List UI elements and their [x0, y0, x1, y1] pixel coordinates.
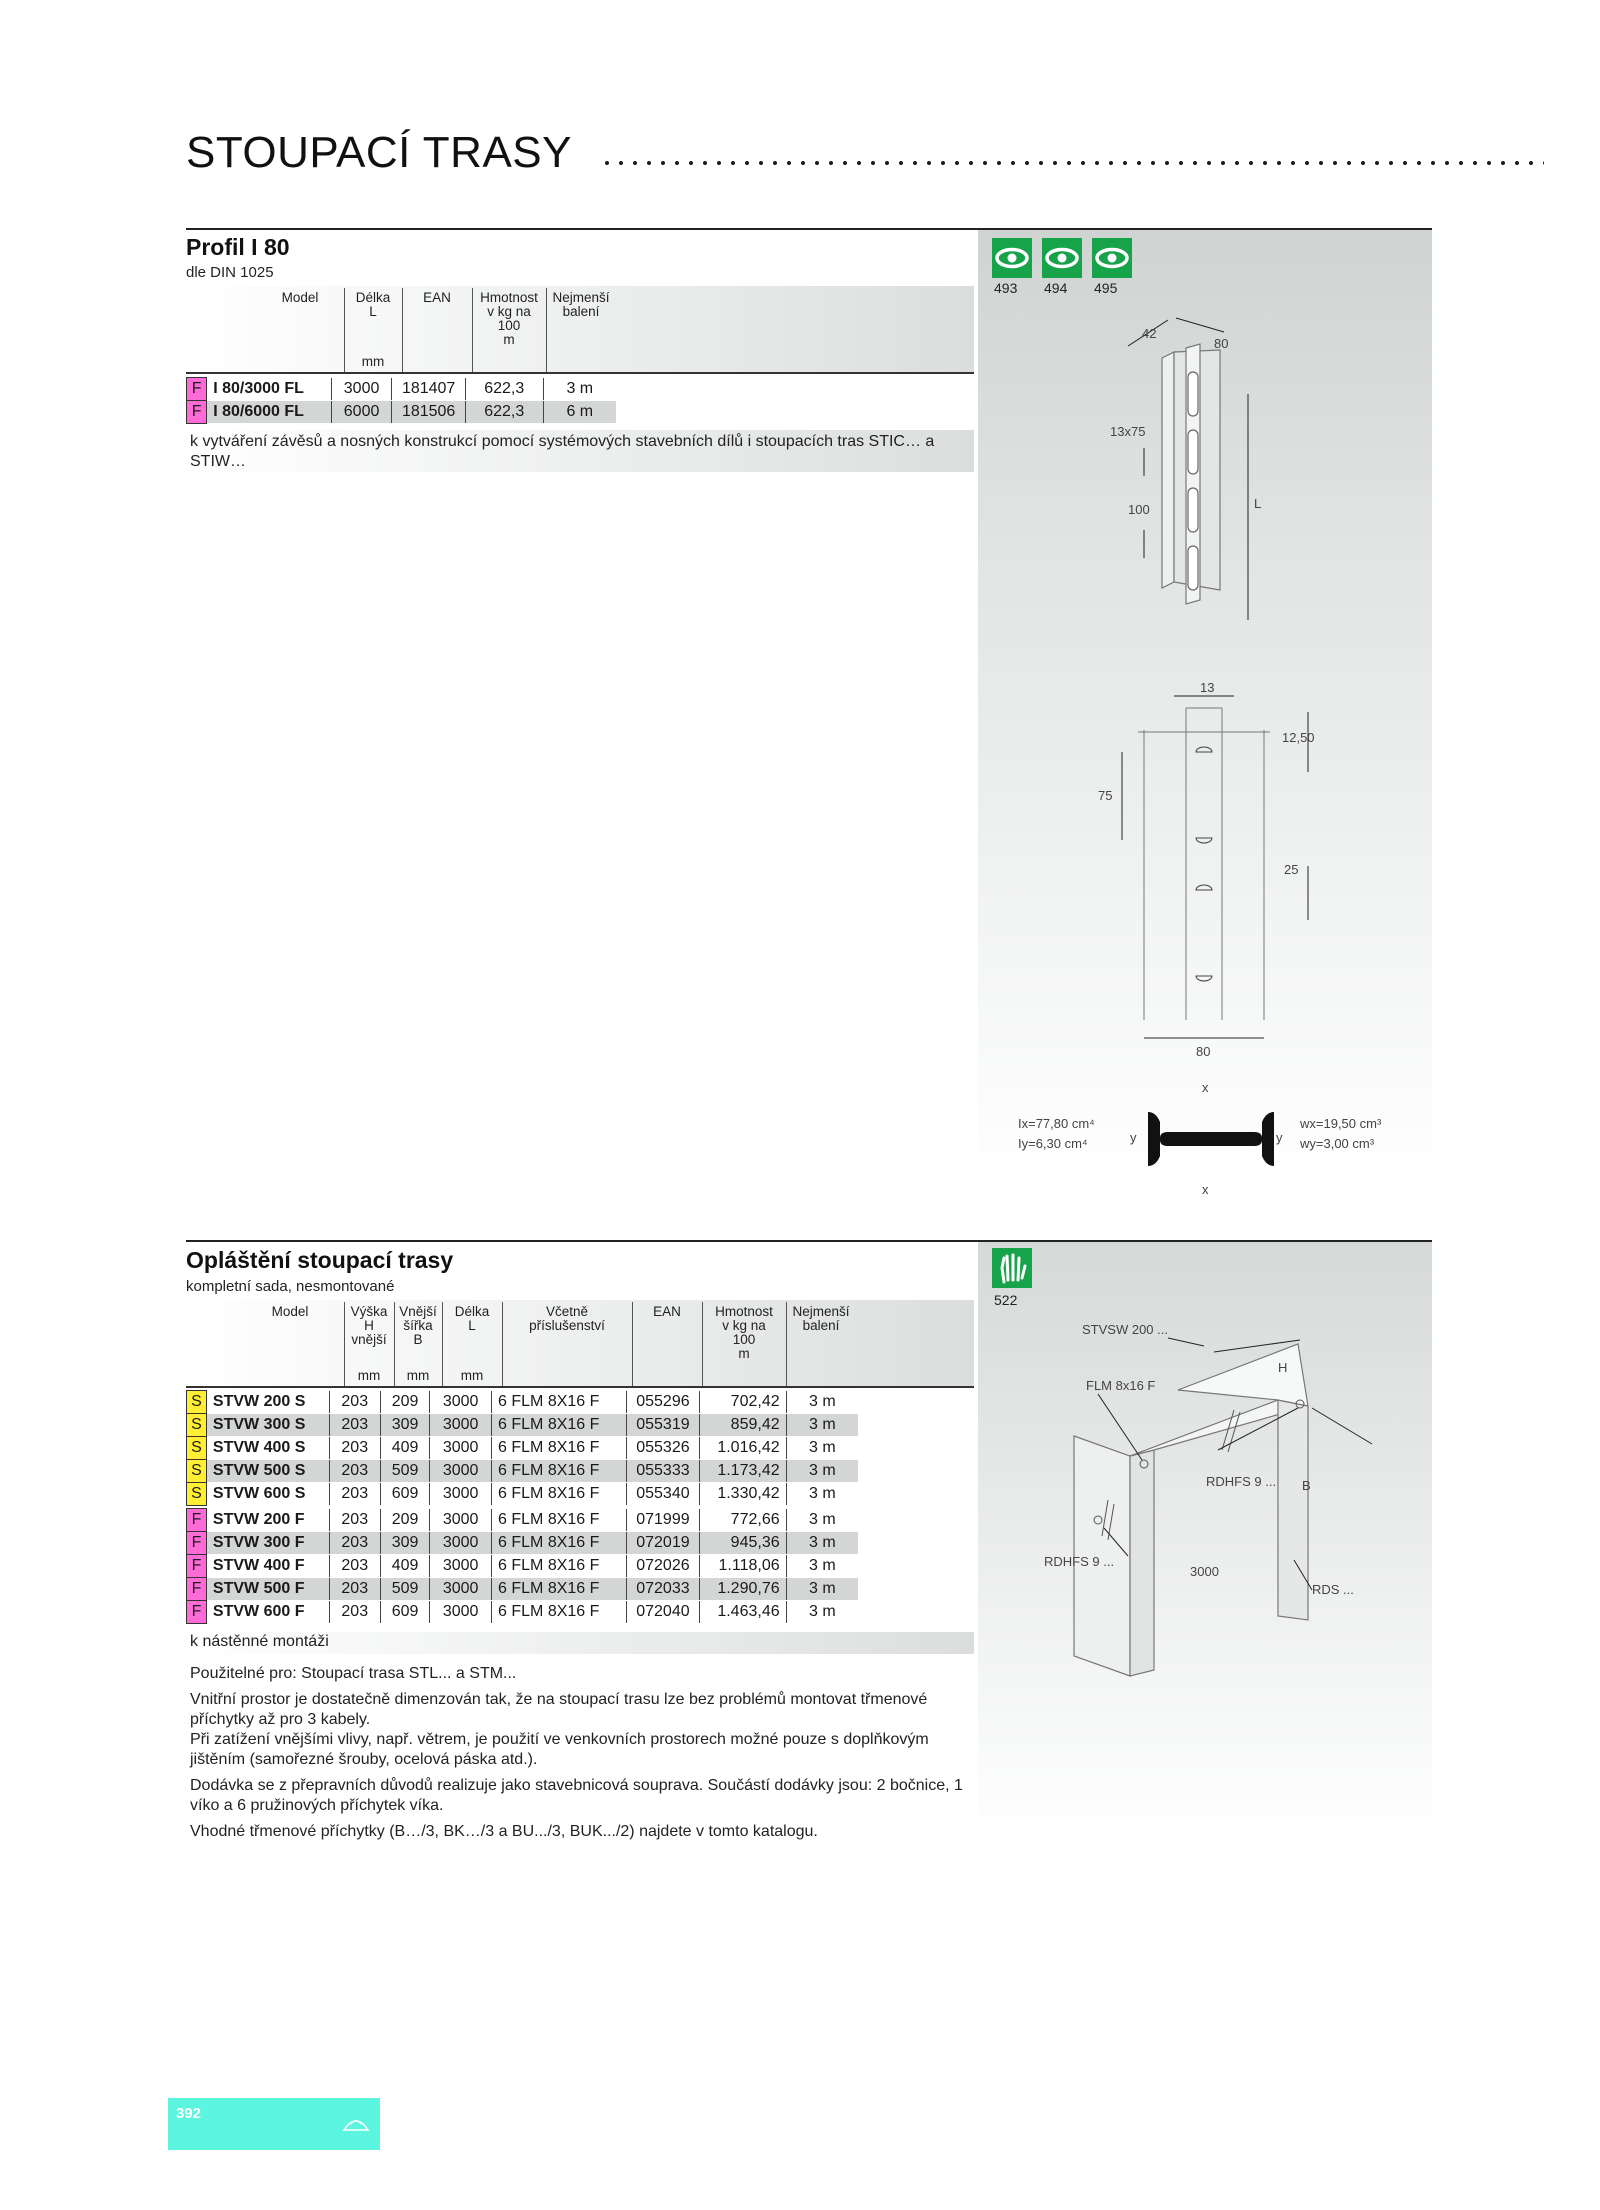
axis-x-bottom: x	[1202, 1182, 1209, 1197]
code-badge: S	[187, 1437, 207, 1460]
length-cell: 3000	[430, 1391, 492, 1414]
header-divider	[442, 1302, 443, 1386]
ean-cell: 072040	[627, 1601, 699, 1624]
height-cell: 203	[329, 1509, 380, 1532]
ean-cell: 071999	[627, 1509, 699, 1532]
header-divider	[394, 1302, 395, 1386]
axis-y-left: y	[1130, 1130, 1137, 1145]
label-stvsw: STVSW 200 ...	[1082, 1322, 1168, 1337]
section2-subtitle: kompletní sada, nesmontované	[186, 1278, 395, 1295]
width-cell: 309	[380, 1532, 429, 1555]
label-rds: RDS ...	[1312, 1582, 1354, 1597]
accessories-cell: 6 FLM 8X16 F	[492, 1391, 627, 1414]
dim-12: 12,50	[1282, 730, 1315, 745]
header-width: Vnější šířka B	[399, 1304, 437, 1347]
length-cell: 3000	[430, 1509, 492, 1532]
accessories-cell: 6 FLM 8X16 F	[492, 1460, 627, 1483]
weight-cell: 1.016,42	[699, 1437, 786, 1460]
header-min-pack: Nejmenší balení	[552, 290, 610, 319]
page-number: 392	[176, 2105, 202, 2122]
code-badge: S	[187, 1391, 207, 1414]
header-divider	[344, 1302, 345, 1386]
glove-icon	[992, 1248, 1032, 1288]
dim-slot: 13x75	[1110, 424, 1146, 439]
header-unit-b: mm	[406, 1368, 430, 1383]
dim-80: 80	[1214, 336, 1229, 351]
accessories-cell: 6 FLM 8X16 F	[492, 1578, 627, 1601]
header-unit-l: mm	[460, 1368, 484, 1383]
section2-title: Opláštění stoupací trasy	[186, 1247, 454, 1273]
header-height: Výška H vnější	[350, 1304, 388, 1347]
weight-cell: 702,42	[699, 1391, 786, 1414]
header-divider	[344, 288, 345, 372]
page-title: STOUPACÍ TRASY	[186, 128, 572, 177]
section2-notes	[190, 1664, 970, 1842]
length-cell: 3000	[430, 1414, 492, 1437]
ean-cell: 072026	[627, 1555, 699, 1578]
section2-table-f	[186, 1508, 858, 1624]
accessories-cell: 6 FLM 8X16 F	[492, 1509, 627, 1532]
pack-cell: 6 m	[543, 401, 616, 424]
width-cell: 509	[380, 1460, 429, 1483]
dim-13: 13	[1200, 680, 1215, 695]
table-row	[187, 1509, 859, 1532]
model-cell: STVW 500 F	[206, 1578, 329, 1601]
header-model: Model	[281, 290, 319, 305]
note-line: Vhodné třmenové příchytky (B…/3, BK…/3 a BU.../3, BUK.../2) najdete v tomto katalogu.	[190, 1823, 818, 1840]
pack-cell: 3 m	[786, 1509, 858, 1532]
label-rdhfs-2: RDHFS 9 ...	[1044, 1554, 1115, 1569]
table-row	[187, 1483, 859, 1506]
note-line: Dodávka se z přepravních důvodů realizuje jako stavebnicová souprava. Součástí dodávky jsou: 2 bočnice, 1 víko a 6 pružinových příchytek víka.	[190, 1777, 963, 1814]
header-divider	[402, 288, 403, 372]
header-length-unit: mm	[361, 354, 385, 369]
weight-cell: 1.463,46	[699, 1601, 786, 1624]
width-cell: 509	[380, 1578, 429, 1601]
label-rdhfs-1: RDHFS 9 ...	[1206, 1474, 1277, 1489]
dim-length: L	[1254, 496, 1262, 511]
icon-number: 494	[1044, 280, 1068, 296]
length-cell: 3000	[430, 1532, 492, 1555]
modulus-wy: wy=3,00 cm³	[1300, 1136, 1375, 1151]
model-cell: STVW 200 S	[206, 1391, 329, 1414]
section1-table	[186, 377, 616, 424]
table-row	[187, 1578, 859, 1601]
header-min-pack: Nejmenší balení	[792, 1304, 850, 1333]
length-cell: 6000	[331, 401, 392, 424]
model-cell: STVW 300 S	[206, 1414, 329, 1437]
length-cell: 3000	[331, 378, 392, 401]
model-cell: STVW 600 S	[206, 1483, 329, 1506]
table-row	[187, 1532, 859, 1555]
width-cell: 309	[380, 1414, 429, 1437]
header-divider	[702, 1302, 703, 1386]
header-ean: EAN	[423, 290, 451, 305]
length-cell: 3000	[430, 1437, 492, 1460]
length-cell: 3000	[430, 1483, 492, 1506]
code-badge: F	[187, 1601, 207, 1624]
dim-25: 25	[1284, 862, 1299, 877]
code-badge: F	[187, 401, 207, 424]
weight-cell: 1.173,42	[699, 1460, 786, 1483]
icon-number: 495	[1094, 280, 1118, 296]
code-badge: F	[187, 1555, 207, 1578]
length-cell: 3000	[430, 1578, 492, 1601]
height-cell: 203	[329, 1555, 380, 1578]
weight-cell: 1.330,42	[699, 1483, 786, 1506]
model-cell: I 80/6000 FL	[207, 401, 332, 424]
accessories-cell: 6 FLM 8X16 F	[492, 1532, 627, 1555]
model-cell: STVW 400 F	[206, 1555, 329, 1578]
header-weight: Hmotnost v kg na 100 m	[715, 1304, 773, 1361]
weight-cell: 622,3	[465, 401, 543, 424]
ean-cell: 055319	[627, 1414, 699, 1437]
accessories-cell: 6 FLM 8X16 F	[492, 1483, 627, 1506]
width-cell: 209	[380, 1509, 429, 1532]
label-h: H	[1278, 1360, 1288, 1375]
length-cell: 3000	[430, 1601, 492, 1624]
dim-80b: 80	[1196, 1044, 1211, 1059]
table-row	[187, 1460, 859, 1483]
inertia-ix: Ix=77,80 cm⁴	[1018, 1116, 1095, 1131]
height-cell: 203	[329, 1532, 380, 1555]
inertia-iy: Iy=6,30 cm⁴	[1018, 1136, 1088, 1151]
code-badge: F	[187, 1532, 207, 1555]
label-flm: FLM 8x16 F	[1086, 1378, 1156, 1393]
icon-number: 493	[994, 280, 1018, 296]
ean-cell: 055296	[627, 1391, 699, 1414]
header-length: Délka L	[355, 290, 391, 319]
header-divider	[632, 1302, 633, 1386]
header-divider	[546, 288, 547, 372]
section2-table-s	[186, 1390, 858, 1506]
model-cell: STVW 300 F	[206, 1532, 329, 1555]
pack-cell: 3 m	[786, 1601, 858, 1624]
weight-cell: 772,66	[699, 1509, 786, 1532]
code-badge: F	[187, 378, 207, 401]
length-cell: 3000	[430, 1555, 492, 1578]
code-badge: F	[187, 1578, 207, 1601]
ean-cell: 072019	[627, 1532, 699, 1555]
code-badge: S	[187, 1460, 207, 1483]
section1-subtitle: dle DIN 1025	[186, 264, 274, 281]
height-cell: 203	[329, 1391, 380, 1414]
width-cell: 409	[380, 1555, 429, 1578]
footer-logo-icon	[340, 2110, 372, 2138]
header-length: Délka L	[454, 1304, 490, 1333]
label-length: 3000	[1190, 1564, 1219, 1579]
cover-drawing	[978, 1300, 1432, 1720]
ean-cell: 055326	[627, 1437, 699, 1460]
ean-cell: 055333	[627, 1460, 699, 1483]
weight-cell: 945,36	[699, 1532, 786, 1555]
icon-number: 522	[994, 1292, 1018, 1308]
header-accessories: Včetně příslušenství	[529, 1304, 605, 1333]
weight-cell: 1.118,06	[699, 1555, 786, 1578]
header-unit-h: mm	[357, 1368, 381, 1383]
code-badge: S	[187, 1414, 207, 1437]
accessories-cell: 6 FLM 8X16 F	[492, 1601, 627, 1624]
width-cell: 609	[380, 1483, 429, 1506]
pack-cell: 3 m	[786, 1578, 858, 1601]
height-cell: 203	[329, 1578, 380, 1601]
width-cell: 609	[380, 1601, 429, 1624]
ean-cell: 055340	[627, 1483, 699, 1506]
pack-cell: 3 m	[786, 1483, 858, 1506]
ean-cell: 072033	[627, 1578, 699, 1601]
label-b: B	[1302, 1478, 1311, 1493]
dim-pitch: 100	[1128, 502, 1150, 517]
section2-header-rule	[186, 1386, 974, 1388]
header-divider	[472, 288, 473, 372]
note-line: Vnitřní prostor je dostatečně dimenzován tak, že na stoupací trasu lze bez problémů montovat třmenové příchytky až pro 3 kabely.	[190, 1691, 928, 1728]
height-cell: 203	[329, 1483, 380, 1506]
pack-cell: 3 m	[786, 1437, 858, 1460]
weight-cell: 622,3	[465, 378, 543, 401]
table-row	[187, 1601, 859, 1624]
model-cell: I 80/3000 FL	[207, 378, 332, 401]
table-row	[187, 1555, 859, 1578]
header-ean: EAN	[653, 1304, 681, 1319]
pack-cell: 3 m	[786, 1460, 858, 1483]
height-cell: 203	[329, 1437, 380, 1460]
ean-cell: 181506	[392, 401, 465, 424]
height-cell: 203	[329, 1414, 380, 1437]
pack-cell: 3 m	[786, 1532, 858, 1555]
section2-usage: k nástěnné montáži	[190, 1633, 329, 1650]
header-weight: Hmotnost v kg na 100 m	[480, 290, 538, 347]
model-cell: STVW 400 S	[206, 1437, 329, 1460]
modulus-wx: wx=19,50 cm³	[1300, 1116, 1382, 1131]
table-row	[187, 378, 617, 401]
table-row	[187, 401, 617, 424]
section1-header-rule	[186, 372, 974, 374]
table-row	[187, 1414, 859, 1437]
title-dot-leader	[600, 160, 1544, 166]
height-cell: 203	[329, 1460, 380, 1483]
code-badge: S	[187, 1483, 207, 1506]
model-cell: STVW 600 F	[206, 1601, 329, 1624]
pack-cell: 3 m	[543, 378, 616, 401]
model-cell: STVW 200 F	[206, 1509, 329, 1532]
dim-75: 75	[1098, 788, 1113, 803]
axis-y-right: y	[1276, 1130, 1283, 1145]
weight-cell: 1.290,76	[699, 1578, 786, 1601]
accessories-cell: 6 FLM 8X16 F	[492, 1437, 627, 1460]
eye-icon	[1042, 238, 1082, 278]
eye-icon	[992, 238, 1032, 278]
table-row	[187, 1391, 859, 1414]
weight-cell: 859,42	[699, 1414, 786, 1437]
header-divider	[502, 1302, 503, 1386]
accessories-cell: 6 FLM 8X16 F	[492, 1555, 627, 1578]
width-cell: 409	[380, 1437, 429, 1460]
header-divider	[786, 1302, 787, 1386]
code-badge: F	[187, 1509, 207, 1532]
note-line: Použitelné pro: Stoupací trasa STL... a STM...	[190, 1665, 517, 1682]
header-model: Model	[271, 1304, 309, 1319]
eye-icon	[1092, 238, 1132, 278]
height-cell: 203	[329, 1601, 380, 1624]
pack-cell: 3 m	[786, 1414, 858, 1437]
width-cell: 209	[380, 1391, 429, 1414]
section1-title: Profil I 80	[186, 234, 290, 260]
pack-cell: 3 m	[786, 1391, 858, 1414]
axis-x-top: x	[1202, 1080, 1209, 1095]
model-cell: STVW 500 S	[206, 1460, 329, 1483]
section1-usage: k vytváření závěsů a nosných konstrukcí pomocí systémových stavebních dílů i stoupacích tras STIC… a STIW…	[190, 433, 935, 470]
length-cell: 3000	[430, 1460, 492, 1483]
note-line: Při zatížení vnějšími vlivy, např. větrem, je použití ve venkovních prostorech možné pouze s doplňkovým jištěním (samořezné šrouby, ocelová páska atd.).	[190, 1731, 929, 1768]
accessories-cell: 6 FLM 8X16 F	[492, 1414, 627, 1437]
dim-42: 42	[1142, 326, 1157, 341]
table-row	[187, 1437, 859, 1460]
ean-cell: 181407	[392, 378, 465, 401]
profile-drawing	[978, 300, 1432, 1200]
pack-cell: 3 m	[786, 1555, 858, 1578]
